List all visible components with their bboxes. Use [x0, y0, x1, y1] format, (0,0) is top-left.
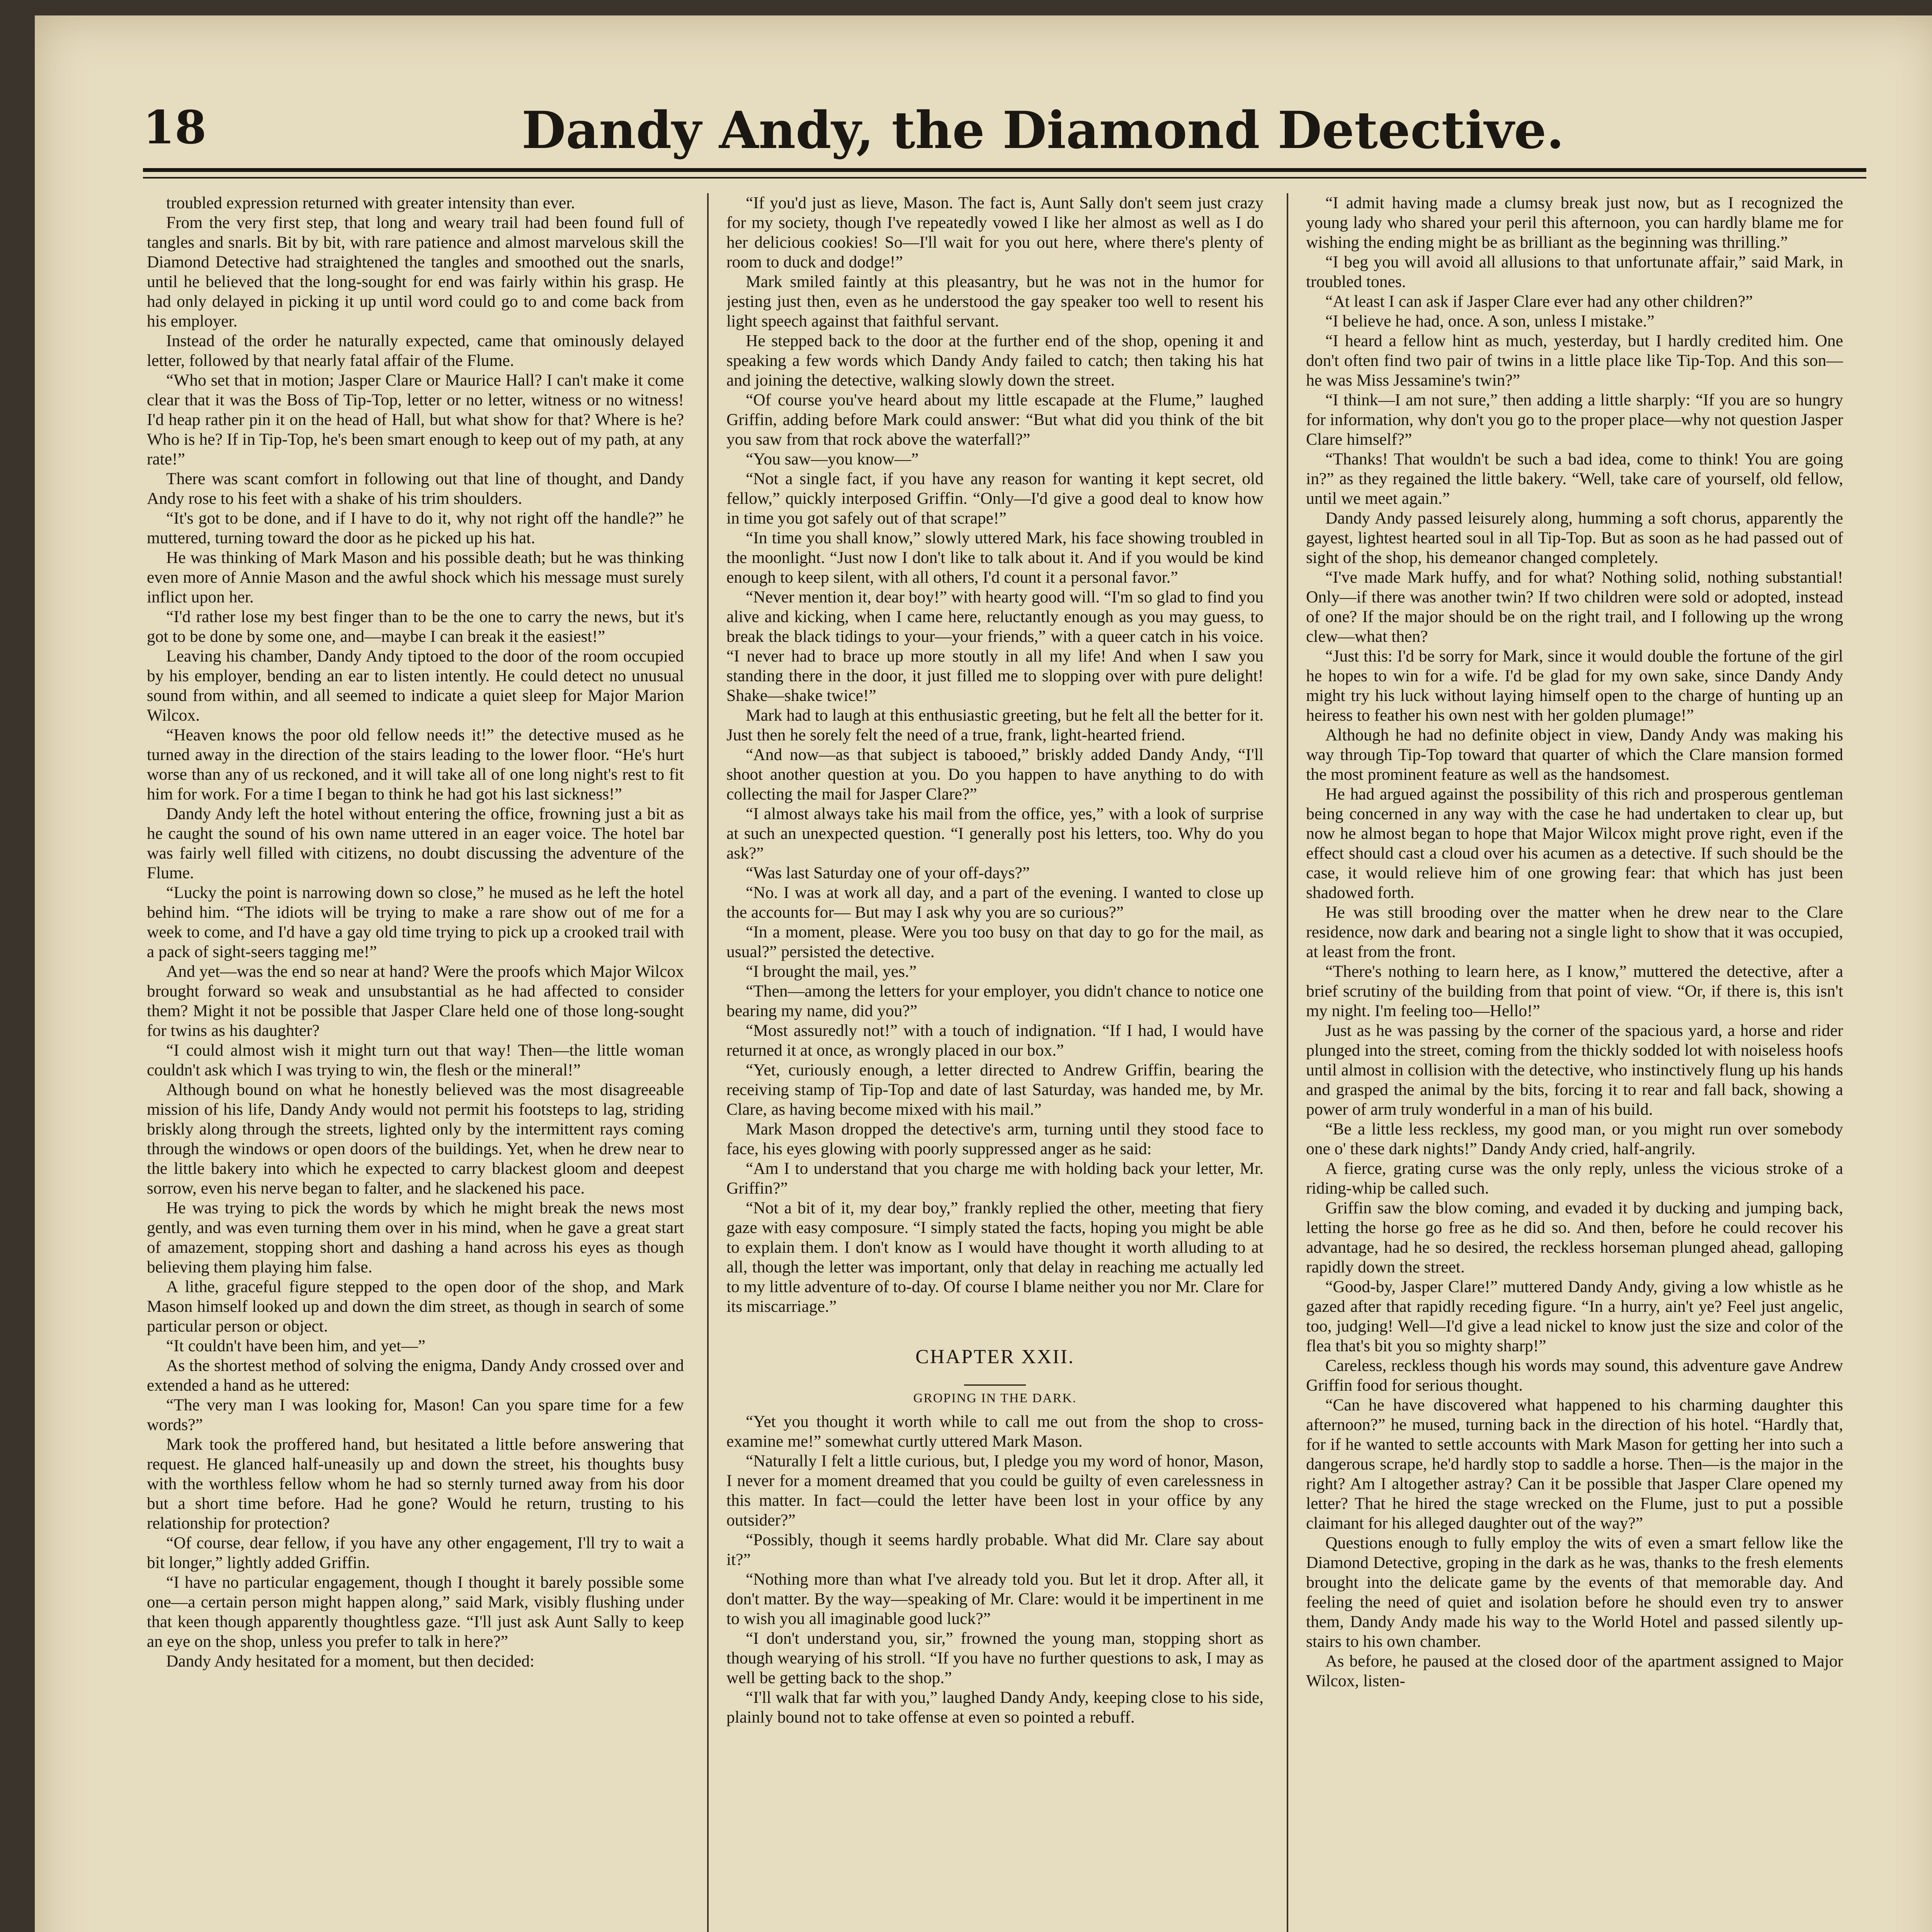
article-paragraph: As before, he paused at the closed door of the apartment assigned to Major Wilcox, listen- [1306, 1652, 1843, 1690]
article-paragraph: “Yet, curiously enough, a letter directed to Andrew Griffin, bearing the receiving stamp of Tip-Top and date of last Saturday, was handed me, by Mr. Clare, as having become mixed with his mail.” [726, 1061, 1264, 1119]
article-paragraph: He was still brooding over the matter when he drew near to the Clare residence, now dark and bearing not a single light to show that it was occupied, at least from the front. [1306, 903, 1843, 961]
text-column-3 [1306, 193, 1843, 1932]
page-number: 18 [143, 100, 207, 154]
column-divider [1287, 193, 1288, 1932]
article-paragraph: Mark Mason dropped the detective's arm, turning until they stood face to face, his eyes glowing with poorly suppressed anger as he said: [726, 1120, 1264, 1158]
text-column-2 [726, 193, 1264, 1932]
column-divider [707, 193, 709, 1932]
text-column-1 [147, 193, 684, 1932]
article-paragraph: “You saw—you know—” [746, 450, 919, 468]
article-paragraph: Dandy Andy hesitated for a moment, but then decided: [166, 1652, 535, 1670]
article-paragraph: “I could almost wish it might turn out that way! Then—the little woman couldn't ask which I was trying to win, the flesh or the mineral!” [147, 1041, 684, 1079]
article-paragraph: “Good-by, Jasper Clare!” muttered Dandy Andy, giving a low whistle as he gazed after that rapidly receding figure. “In a hurry, ain't ye? Feel just angelic, too, judging! Well—I'd give a lead nickel to know just the size and color of the flea that's bit you so mighty sharp!” [1306, 1277, 1843, 1355]
article-paragraph: Although bound on what he honestly believed was the most disagreeable mission of his life, Dandy Andy would not permit his footsteps to lag, striding briskly along through the streets, lighted only by the intermittent rays coming through the windows or open doors of the buildings. Yet, when he drew near to the little bakery into which he expected to carry blackest gloom and deepest sorrow, even his nerve began to falter, and he slackened his pace. [147, 1080, 684, 1197]
article-paragraph: “I think—I am not sure,” then adding a little sharply: “If you are so hungry for information, why don't you go to the proper place—why not question Jasper Clare himself?” [1306, 391, 1843, 449]
article-paragraph: “Who set that in motion; Jasper Clare or Maurice Hall? I can't make it come clear that it was the Boss of Tip-Top, letter or no letter, witness or no witness! I'd heap rather pin it on the head of Hall, but what show for that? Where is he? Who is he? If in Tip-Top, he's been smart enough to keep out of my path, at any rate!” [147, 371, 684, 468]
article-paragraph: “I almost always take his mail from the office, yes,” with a look of surprise at such an unexpected question. “I generally post his letters, too. Why do you ask?” [726, 804, 1264, 862]
article-paragraph: “I heard a fellow hint as much, yesterday, but I hardly credited him. One don't often find two pair of twins in a little place like Tip-Top. And this son—he was Miss Jessamine's twin?” [1306, 332, 1843, 389]
article-paragraph: He was thinking of Mark Mason and his possible death; but he was thinking even more of Annie Mason and the awful shock which his message must surely inflict upon her. [147, 548, 684, 606]
article-paragraph: Dandy Andy left the hotel without entering the office, frowning just a bit as he caught the sound of his own name uttered in an eager voice. The hotel bar was fairly well filled with citizens, no doubt discussing the adventure of the Flume. [147, 804, 684, 882]
article-paragraph: Questions enough to fully employ the wits of even a smart fellow like the Diamond Detective, groping in the dark as he was, thanks to the fresh elements brought into the delicate game by the events of that memorable day. And feeling the need of quiet and isolation before he should even try to answer them, Dandy Andy made his way to the World Hotel and passed silently up-stairs to his own chamber. [1306, 1534, 1843, 1651]
article-paragraph: Instead of the order he naturally expected, came that ominously delayed letter, followed by that nearly fatal affair of the Flume. [147, 332, 684, 370]
article-paragraph: Just as he was passing by the corner of the spacious yard, a horse and rider plunged into the street, coming from the thickly sodded lot with noiseless hoofs until almost in collision with the detective, who instinctively flung up his hands and grasped the animal by the bits, forcing it to rear and fall back, showing a power of arm truly wonderful in a man of his build. [1306, 1021, 1843, 1119]
article-paragraph: A fierce, grating curse was the only reply, unless the vicious stroke of a riding-whip be called such. [1306, 1159, 1843, 1197]
article-paragraph: “Nothing more than what I've already told you. But let it drop. After all, it don't matter. By the way—speaking of Mr. Clare: would it be impertinent in me to wish you all imaginable good luck?” [726, 1570, 1264, 1628]
article-paragraph: “Naturally I felt a little curious, but, I pledge you my word of honor, Mason, I never for a moment dreamed that you could be guilty of even carelessness in this matter. In fact—could the letter have been lost in your office by any outsider?” [726, 1452, 1264, 1529]
article-paragraph: “Of course, dear fellow, if you have any other engagement, I'll try to wait a bit longer,” lightly added Griffin. [147, 1534, 684, 1572]
article-paragraph: Although he had no definite object in view, Dandy Andy was making his way through Tip-Top toward that quarter of which the Clare mansion formed the most prominent feature as well as the handsomest. [1306, 726, 1843, 784]
article-paragraph: “No. I was at work all day, and a part of the evening. I wanted to close up the accounts for— But may I ask why you are so curious?” [726, 883, 1264, 922]
article-paragraph: There was scant comfort in following out that line of thought, and Dandy Andy rose to his feet with a shake of his trim shoulders. [147, 469, 684, 508]
article-paragraph: As the shortest method of solving the enigma, Dandy Andy crossed over and extended a hand as he uttered: [147, 1356, 684, 1395]
article-paragraph: “Then—among the letters for your employer, you didn't chance to notice one bearing my name, did you?” [726, 982, 1264, 1020]
article-paragraph: “It couldn't have been him, and yet—” [166, 1337, 425, 1355]
article-paragraph: “Not a single fact, if you have any reason for wanting it kept secret, old fellow,” quickly interposed Griffin. “Only—I'd give a good deal to know how in time you got safely out of that scrape!” [726, 469, 1264, 527]
article-paragraph: “And now—as that subject is tabooed,” briskly added Dandy Andy, “I'll shoot another question at you. Do you happen to have anything to do with collecting the mail for Jasper Clare?” [726, 745, 1264, 803]
article-paragraph: And yet—was the end so near at hand? Were the proofs which Major Wilcox brought forward so weak and unsubstantial as he had affected to consider them? Might it not be possible that Jasper Clare held one of those long-sought for twins as his daughter? [147, 962, 684, 1040]
chapter-heading: CHAPTER XXII. [915, 1346, 1075, 1368]
article-paragraph: “I'll walk that far with you,” laughed Dandy Andy, keeping close to his side, plainly bound not to take offense at even so pointed a rebuff. [726, 1688, 1264, 1726]
article-paragraph: Careless, reckless though his words may sound, this adventure gave Andrew Griffin food for serious thought. [1306, 1356, 1843, 1395]
article-paragraph: Mark smiled faintly at this pleasantry, but he was not in the humor for jesting just then, even as he understood the gay speaker too well to resent his light speech against that faithful servant. [726, 272, 1264, 330]
header-rule [143, 168, 1866, 172]
header-rule-thin [143, 177, 1866, 179]
article-paragraph: “Just this: I'd be sorry for Mark, since it would double the fortune of the girl he hopes to win for a wife. I'd be glad for my own sake, since Dandy Andy might try his luck without laying himself open to the charge of hunting up an heiress to feather his own nest with her golden plumage!” [1306, 647, 1843, 724]
article-paragraph: “Lucky the point is narrowing down so close,” he mused as he left the hotel behind him. “The idiots will be trying to make a rare show out of me for a week to come, and I'd have a gay old time trying to pick up a crooked trail with a pack of sight-seers tagging me!” [147, 883, 684, 961]
article-paragraph: “Most assuredly not!” with a touch of indignation. “If I had, I would have returned it at once, as wrongly placed in our box.” [726, 1021, 1264, 1060]
article-paragraph: “Heaven knows the poor old fellow needs it!” the detective mused as he turned away in the direction of the stairs leading to the lower floor. “He's hurt worse than any of us reckoned, and it will take all of one long night's rest to fit him for work. For a time I began to think he had got his last sickness!” [147, 726, 684, 803]
article-paragraph: “In time you shall know,” slowly uttered Mark, his face showing troubled in the moonlight. “Just now I don't like to talk about it. And if you would be kind enough to keep silent, with all others, I'd count it a personal favor.” [726, 529, 1264, 587]
article-paragraph: “I admit having made a clumsy break just now, but as I recognized the young lady who shared your peril this afternoon, you can hardly blame me for wishing the ending might be as brilliant as the beginning was thrilling.” [1306, 194, 1843, 252]
article-paragraph: “Possibly, though it seems hardly probable. What did Mr. Clare say about it?” [726, 1531, 1264, 1569]
article-paragraph: “Never mention it, dear boy!” with hearty good will. “I'm so glad to find you alive and kicking, when I came here, reluctantly enough as you may guess, to break the black tidings to your—your friends,” with a queer catch in his voice. “I never had to brace up more stoutly in all my life! And when I saw you standing there in the door, it just filled me to slopping over with pure delight! Shake—shake twice!” [726, 588, 1264, 705]
running-title: Dandy Andy, the Diamond Detective. [522, 100, 1565, 160]
newspaper-page [35, 15, 1932, 1932]
article-paragraph: “Thanks! That wouldn't be such a bad idea, come to think! You are going in?” as they regained the little bakery. “Well, take care of yourself, old fellow, until we meet again.” [1306, 450, 1843, 508]
article-paragraph: “Yet you thought it worth while to call me out from the shop to cross-examine me!” somewhat curtly uttered Mark Mason. [726, 1412, 1264, 1451]
article-paragraph: He had argued against the possibility of this rich and prosperous gentleman being concerned in any way with the case he had undertaken to clear up, but now he almost began to hope that Major Wilcox might prove right, even if the effect should cast a cloud over his acumen as a detective. If such should be the case, it would relieve him of one growing fear: that which has just been shadowed forth. [1306, 785, 1843, 902]
article-paragraph: “I'd rather lose my best finger than to be the one to carry the news, but it's got to be done by some one, and—maybe I can break it the easiest!” [147, 607, 684, 646]
article-paragraph: Mark took the proffered hand, but hesitated a little before answering that request. He glanced half-uneasily up and down the street, his thoughts busy with the worthless fellow whom he had so sternly turned away from his door but a short time before. Had he gone? Would he return, trusting to his relationship for protection? [147, 1435, 684, 1532]
chapter-rule [964, 1384, 1026, 1386]
article-paragraph: “I beg you will avoid all allusions to that unfortunate affair,” said Mark, in troubled tones. [1306, 253, 1843, 291]
article-paragraph: “There's nothing to learn here, as I know,” muttered the detective, after a brief scrutiny of the building from that point of view. “Or, if there is, this isn't my night. I'm feeling too—Hello!” [1306, 962, 1843, 1020]
article-paragraph: Mark had to laugh at this enthusiastic greeting, but he felt all the better for it. Just then he sorely felt the need of a true, frank, light-hearted friend. [726, 706, 1264, 744]
article-paragraph: “Can he have discovered what happened to his charming daughter this afternoon?” he mused, turning back in the direction of his hotel. “Hardly that, for if he wanted to settle accounts with Mark Mason for getting her into such a dangerous scrape, he'd hardly stop to saddle a horse. Then—is the major in the right? Am I altogether astray? Can it be possible that Jasper Clare opened my letter? That he hired the stage wrecked on the Flume, just to put a possible claimant for his alleged daughter out of the way?” [1306, 1396, 1843, 1532]
article-paragraph: troubled expression returned with greater intensity than ever. [166, 194, 575, 212]
article-paragraph: “I brought the mail, yes.” [746, 962, 917, 981]
article-paragraph: Dandy Andy passed leisurely along, humming a soft chorus, apparently the gayest, lightest hearted soul in all Tip-Top. But as soon as he had passed out of sight of the shop, his demeanor changed completely. [1306, 509, 1843, 567]
article-paragraph: “I have no particular engagement, though I thought it barely possible some one—a certain person might happen along,” said Mark, visibly flushing under that keen though apparently thoughtless gaze. “I'll just ask Aunt Sally to keep an eye on the shop, unless you prefer to talk in here?” [147, 1573, 684, 1651]
article-paragraph: “Be a little less reckless, my good man, or you might run over somebody one o' these dark nights!” Dandy Andy cried, half-angrily. [1306, 1120, 1843, 1158]
article-paragraph: “If you'd just as lieve, Mason. The fact is, Aunt Sally don't seem just crazy for my society, though I've repeatedly vowed I like her almost as well as I do her delicious cookies! So—I'll wait for you out here, where there's plenty of room to duck and dodge!” [726, 194, 1264, 271]
article-paragraph: From the very first step, that long and weary trail had been found full of tangles and snarls. Bit by bit, with rare patience and almost marvelous skill the Diamond Detective had straightened the tangles and smoothed out the snarls, until he believed that the long-sought for end was fairly within his grasp. He had only delayed in picking it up until word could go to and come back from his employer. [147, 213, 684, 330]
article-paragraph: “I believe he had, once. A son, unless I mistake.” [1325, 312, 1655, 330]
article-paragraph: “Am I to understand that you charge me with holding back your letter, Mr. Griffin?” [726, 1159, 1264, 1197]
article-paragraph: He stepped back to the door at the further end of the shop, opening it and speaking a few words which Dandy Andy failed to catch; then taking his hat and joining the detective, walking slowly down the street. [726, 332, 1264, 389]
article-paragraph: “Of course you've heard about my little escapade at the Flume,” laughed Griffin, adding before Mark could answer: “But what did you think of the bit you saw from that rock above the waterfall?” [726, 391, 1264, 449]
article-paragraph: “At least I can ask if Jasper Clare ever had any other children?” [1325, 292, 1753, 311]
article-paragraph: “In a moment, please. Were you too busy on that day to go for the mail, as usual?” persisted the detective. [726, 923, 1264, 961]
article-paragraph: Leaving his chamber, Dandy Andy tiptoed to the door of the room occupied by his employer, bending an ear to listen intently. He could detect no unusual sound from within, and all seemed to indicate a quiet sleep for Major Marion Wilcox. [147, 647, 684, 724]
chapter-subtitle: GROPING IN THE DARK. [913, 1391, 1077, 1405]
article-paragraph: “I don't understand you, sir,” frowned the young man, stopping short as though wearying of his stroll. “If you have no further questions to ask, I may as well be getting back to the shop.” [726, 1629, 1264, 1687]
article-paragraph: Griffin saw the blow coming, and evaded it by ducking and jumping back, letting the horse go free as he did so. And then, before he could recover his advantage, had he so desired, the reckless horseman plunged ahead, galloping rapidly down the street. [1306, 1199, 1843, 1276]
article-paragraph: “It's got to be done, and if I have to do it, why not right off the handle?” he muttered, turning toward the door as he picked up his hat. [147, 509, 684, 547]
article-paragraph: “Was last Saturday one of your off-days?” [746, 864, 1030, 882]
page-header [143, 93, 1866, 170]
article-paragraph: “Not a bit of it, my dear boy,” frankly replied the other, meeting that fiery gaze with easy composure. “I simply stated the facts, hoping you might be able to explain them. I don't know as I would have thought it worth alluding to at all, though the letter was important, only that delay in reaching me actually led to my little adventure of to-day. Of course I blame neither you nor Mr. Clare for its miscarriage.” [726, 1199, 1264, 1316]
article-paragraph: A lithe, graceful figure stepped to the open door of the shop, and Mark Mason himself looked up and down the dim street, as though in search of some particular person or object. [147, 1277, 684, 1335]
article-paragraph: “The very man I was looking for, Mason! Can you spare time for a few words?” [147, 1396, 684, 1434]
article-paragraph: “I've made Mark huffy, and for what? Nothing solid, nothing substantial! Only—if there was another twin? If two children were sold or adopted, instead of one? If the major should be on the right trail, and I following up the wrong clew—what then? [1306, 568, 1843, 646]
article-paragraph: He was trying to pick the words by which he might break the news most gently, and was even turning them over in his mind, when he gave a great start of amazement, stopping short and dashing a hand across his eyes as though believing them playing him false. [147, 1199, 684, 1276]
